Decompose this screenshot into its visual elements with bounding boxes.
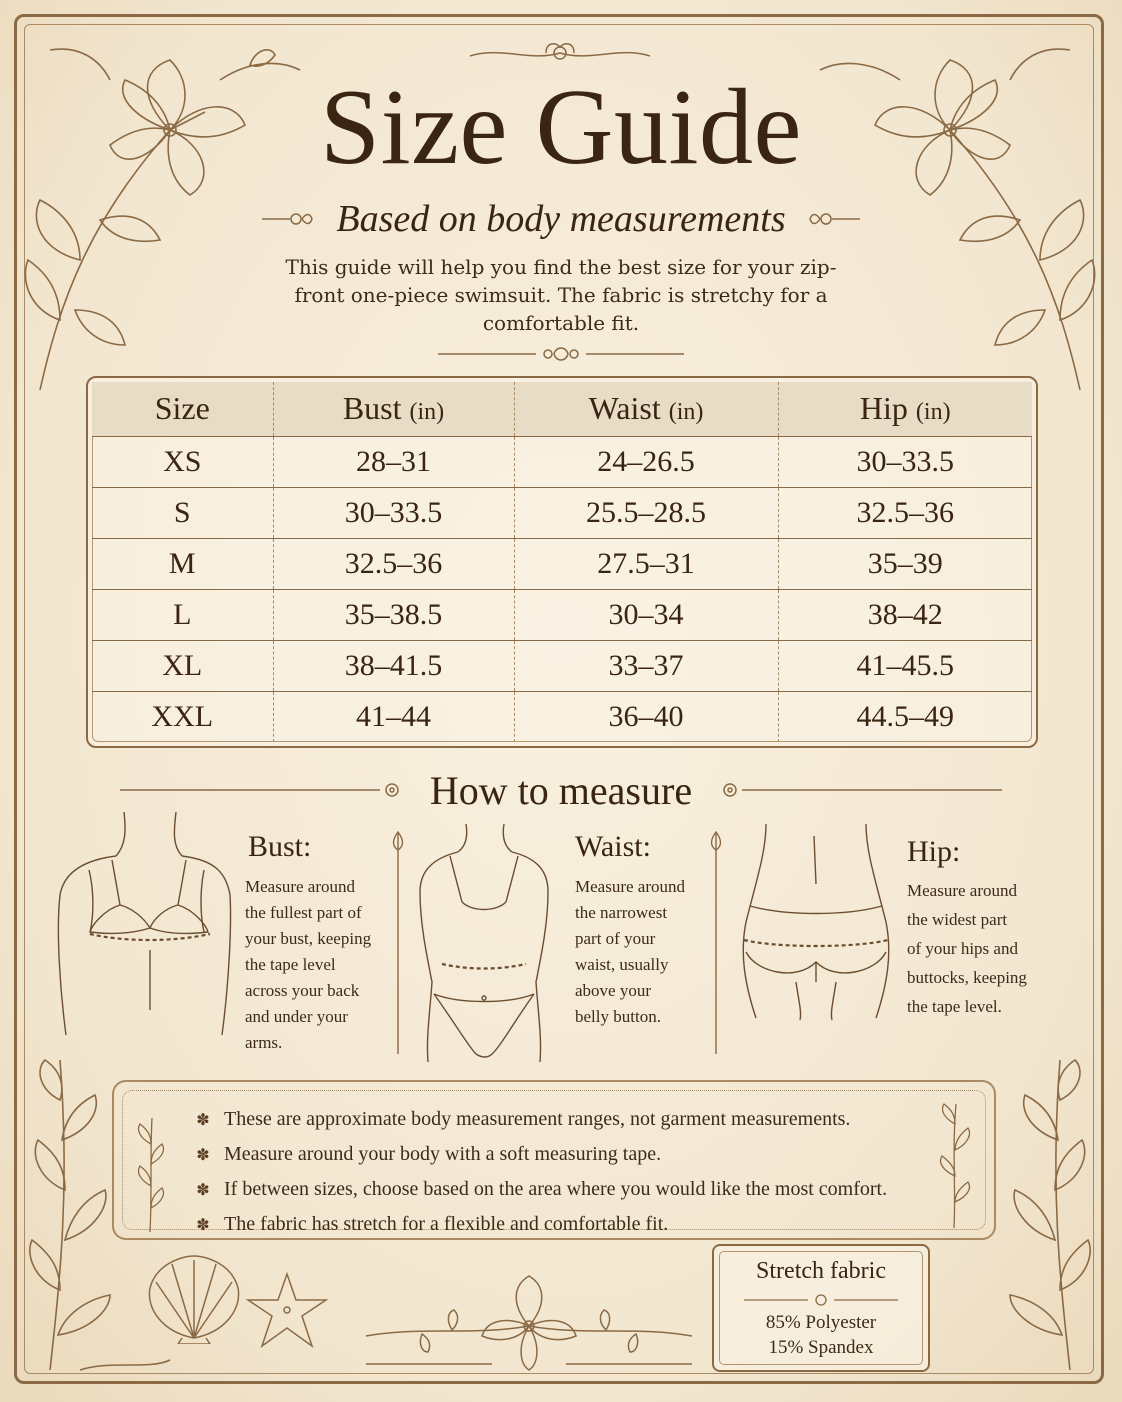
table-row <box>92 691 1032 742</box>
waist-illustration <box>414 822 554 1068</box>
seashell-icon <box>142 1252 246 1344</box>
flower-bullet-icon: ✽ <box>196 1181 210 1199</box>
bust-cell: 38–41.5 <box>273 640 514 691</box>
waist-cell: 27.5–31 <box>514 538 778 589</box>
bust-cell: 28–31 <box>273 436 514 487</box>
flourish-icon <box>460 36 660 70</box>
size-cell: L <box>92 589 273 640</box>
flourish-icon <box>260 209 314 229</box>
hip-illustration <box>736 822 896 1022</box>
table-row <box>92 640 1032 691</box>
fabric-title: Stretch fabric <box>756 1258 886 1284</box>
fabric-composition-spandex: 15% Spandex <box>768 1337 874 1358</box>
hip-cell: 32.5–36 <box>778 487 1032 538</box>
page-title: Size Guide <box>320 68 802 187</box>
fabric-composition-polyester: 85% Polyester <box>765 1312 877 1333</box>
bust-cell: 35–38.5 <box>273 589 514 640</box>
hip-cell: 38–42 <box>778 589 1032 640</box>
flourish-icon <box>118 780 408 800</box>
hip-cell: 35–39 <box>778 538 1032 589</box>
subtitle-row <box>0 196 1122 242</box>
bust-cell: 41–44 <box>273 691 514 742</box>
flourish-icon <box>436 344 686 364</box>
hip-cell: 44.5–49 <box>856 699 954 733</box>
starfish-icon <box>244 1270 330 1350</box>
flourish-icon <box>714 780 1004 800</box>
table-row <box>92 436 1032 487</box>
table-header-row <box>92 382 1032 436</box>
waist-cell: 33–37 <box>514 640 778 691</box>
hip-label: Hip: <box>907 835 961 868</box>
header-bust: Bust (in) <box>273 382 514 436</box>
flourish-icon <box>742 1292 900 1308</box>
waist-cell: 25.5–28.5 <box>514 487 778 538</box>
size-cell: S <box>92 487 273 538</box>
waist-cell: 30–34 <box>514 589 778 640</box>
size-table-frame <box>86 376 1038 748</box>
hibiscus-flower-icon <box>362 1256 696 1380</box>
list-item: ✽ Measure around your body with a soft measuring tape. <box>196 1143 662 1165</box>
leaf-branch-icon <box>130 1114 170 1234</box>
table-row <box>92 589 1032 640</box>
subtitle: Based on body measurements <box>336 198 786 240</box>
fleur-finial-icon <box>390 828 406 1056</box>
list-item: ✽ If between sizes, choose based on the area where you would like the most comfort. <box>196 1178 888 1200</box>
waist-instructions: Measure around the narrowest part of your waist, usually above your belly button. <box>575 877 685 1026</box>
how-to-measure-title: How to measure <box>429 767 693 813</box>
waist-cell: 36–40 <box>514 691 778 742</box>
notes-list <box>196 1102 936 1242</box>
intro-text: This guide will help you find the best size for your zip-front one-piece swimsuit. The fabric is stretchy for a comfortable fit. <box>285 255 837 335</box>
header-hip: Hip (in) <box>778 382 1032 436</box>
hip-cell: 30–33.5 <box>778 436 1032 487</box>
header-waist: Waist (in) <box>514 382 778 436</box>
list-item: ✽ The fabric has stretch for a flexible and comfortable fit. <box>196 1213 669 1235</box>
bust-cell: 32.5–36 <box>273 538 514 589</box>
waist-cell: 24–26.5 <box>514 436 778 487</box>
table-row <box>92 487 1032 538</box>
table-row <box>92 538 1032 589</box>
flourish-icon <box>808 209 862 229</box>
flower-bullet-icon: ✽ <box>196 1146 210 1164</box>
leaf-branch-icon <box>930 1100 980 1230</box>
bust-cell: 30–33.5 <box>273 487 514 538</box>
size-cell: XL <box>92 640 273 691</box>
waist-label: Waist: <box>575 830 651 863</box>
how-to-measure-heading-row <box>0 766 1122 814</box>
header-size: Size <box>92 382 273 436</box>
bust-illustration <box>54 810 234 1040</box>
size-cell: M <box>92 538 273 589</box>
bust-instructions: Measure around the fullest part of your bust, keeping the tape level across your back and under your arms. <box>245 877 372 1052</box>
flower-bullet-icon: ✽ <box>196 1111 210 1129</box>
bust-label: Bust: <box>248 830 312 863</box>
hip-instructions: Measure around the widest part of your hips and buttocks, keeping the tape level. <box>907 881 1027 1016</box>
size-cell: XXL <box>92 691 273 742</box>
hip-cell: 41–45.5 <box>778 640 1032 691</box>
flower-bullet-icon: ✽ <box>196 1216 210 1234</box>
list-item: ✽ These are approximate body measurement ranges, not garment measurements. <box>196 1108 851 1130</box>
fleur-finial-icon <box>708 828 724 1056</box>
size-table <box>92 382 1032 742</box>
size-cell: XS <box>92 436 273 487</box>
